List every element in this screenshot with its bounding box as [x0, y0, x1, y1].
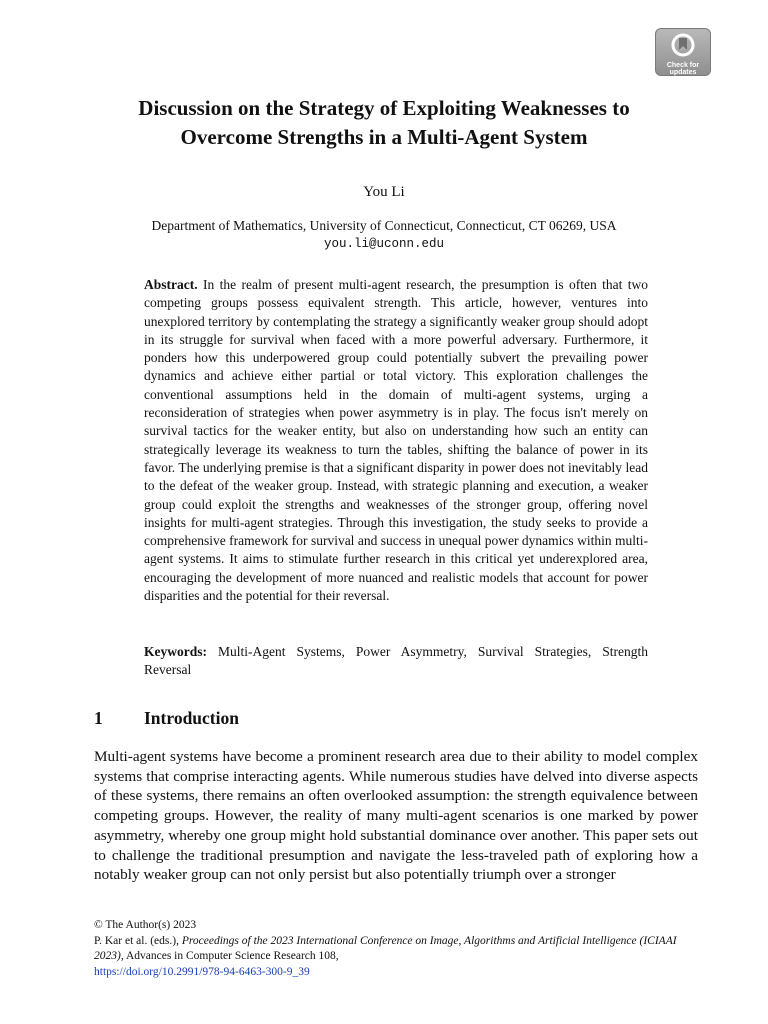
affiliation: Department of Mathematics, University of Connecticut, Connecticut, CT 06269, USA [151, 218, 617, 233]
citation-series: , Advances in Computer Science Research 108, [120, 950, 339, 962]
bookmark-ring-icon [671, 33, 695, 57]
intro-paragraph: Multi-agent systems have become a prominent research area due to their ability to model complex systems that comprise interacting agents. While numerous studies have delved into diverse aspects of these systems, there remains an often overlooked assumption: the strength equivalence between competing groups. However, the reality of many multi-agent scenarios is one marked by power asymmetry, whereby one group might hold substantial dominance over another. This paper sets out to challenge the traditional presumption and navigate the less-traveled path of exploring how a notably weaker group can not only persist but also potentially triumph over a stronger [94, 748, 698, 884]
title-line-2: Overcome Strengths in a Multi-Agent System [180, 125, 588, 149]
author-email[interactable]: you.li@uconn.edu [323, 237, 445, 251]
title-line-1: Discussion on the Strategy of Exploiting Weaknesses to [138, 96, 630, 120]
doi-link[interactable]: https://doi.org/10.2991/978-94-6463-300-9_39 [94, 965, 310, 978]
section-heading [94, 707, 239, 729]
keywords [144, 643, 648, 680]
citation [94, 934, 704, 965]
abstract [144, 276, 648, 605]
badge-text-line2: updates [669, 69, 697, 76]
citation-editors: P. Kar et al. (eds.), [94, 934, 182, 947]
section-title: Introduction [144, 708, 239, 728]
citation-proceedings: Proceedings of the 2023 International Conference on Image, Algorithms and Artificial Intelligence (ICIAAI 2023) [94, 934, 677, 962]
paper-title [60, 94, 708, 152]
abstract-text: In the realm of present multi-agent research, the presumption is often that two competing groups possess equivalent strength. This article, however, ventures into unexplored territory by contemplating the strategy a significantly weaker group should adopt in its struggle for survival when faced with a more powerful adversary. Furthermore, it ponders how this underpowered group could potentially subvert the prevailing power dynamics and achieve either partial or total victory. This exploration challenges the conventional assumptions held in the domain of multi-agent systems, urging a reconsideration of strategies when power asymmetry is in play. The focus isn't merely on survival tactics for the weaker entity, but also on understanding how such an entity can strategically leverage its weakness to turn the tables, shifting the balance of power in its favor. The underlying premise is that a significant disparity in power does not inevitably lead to the defeat of the weaker group. Instead, with strategic planning and execution, a weaker group could exploit the strengths and weaknesses of the stronger group, offering novel insights for multi-agent strategies. Through this investigation, the study seeks to provide a comprehensive framework for survival and success in unequal power dynamics within multi-agent systems. It aims to stimulate further research in this critical yet underexplored area, encouraging the development of more nuanced and realistic models that account for power disparities and the potential for their reversal. [144, 277, 648, 604]
keywords-text: Multi-Agent Systems, Power Asymmetry, Survival Strategies, Strength Reversal [144, 644, 649, 678]
keywords-label: Keywords: [144, 644, 207, 659]
badge-text-line1: Check for [666, 62, 700, 69]
author-name: You Li [363, 184, 405, 200]
abstract-label: Abstract. [144, 277, 198, 292]
footer [94, 918, 704, 980]
section-number: 1 [94, 708, 103, 728]
copyright: © The Author(s) 2023 [94, 919, 197, 931]
affiliation-block [60, 216, 708, 254]
check-for-updates-badge[interactable] [655, 28, 711, 76]
